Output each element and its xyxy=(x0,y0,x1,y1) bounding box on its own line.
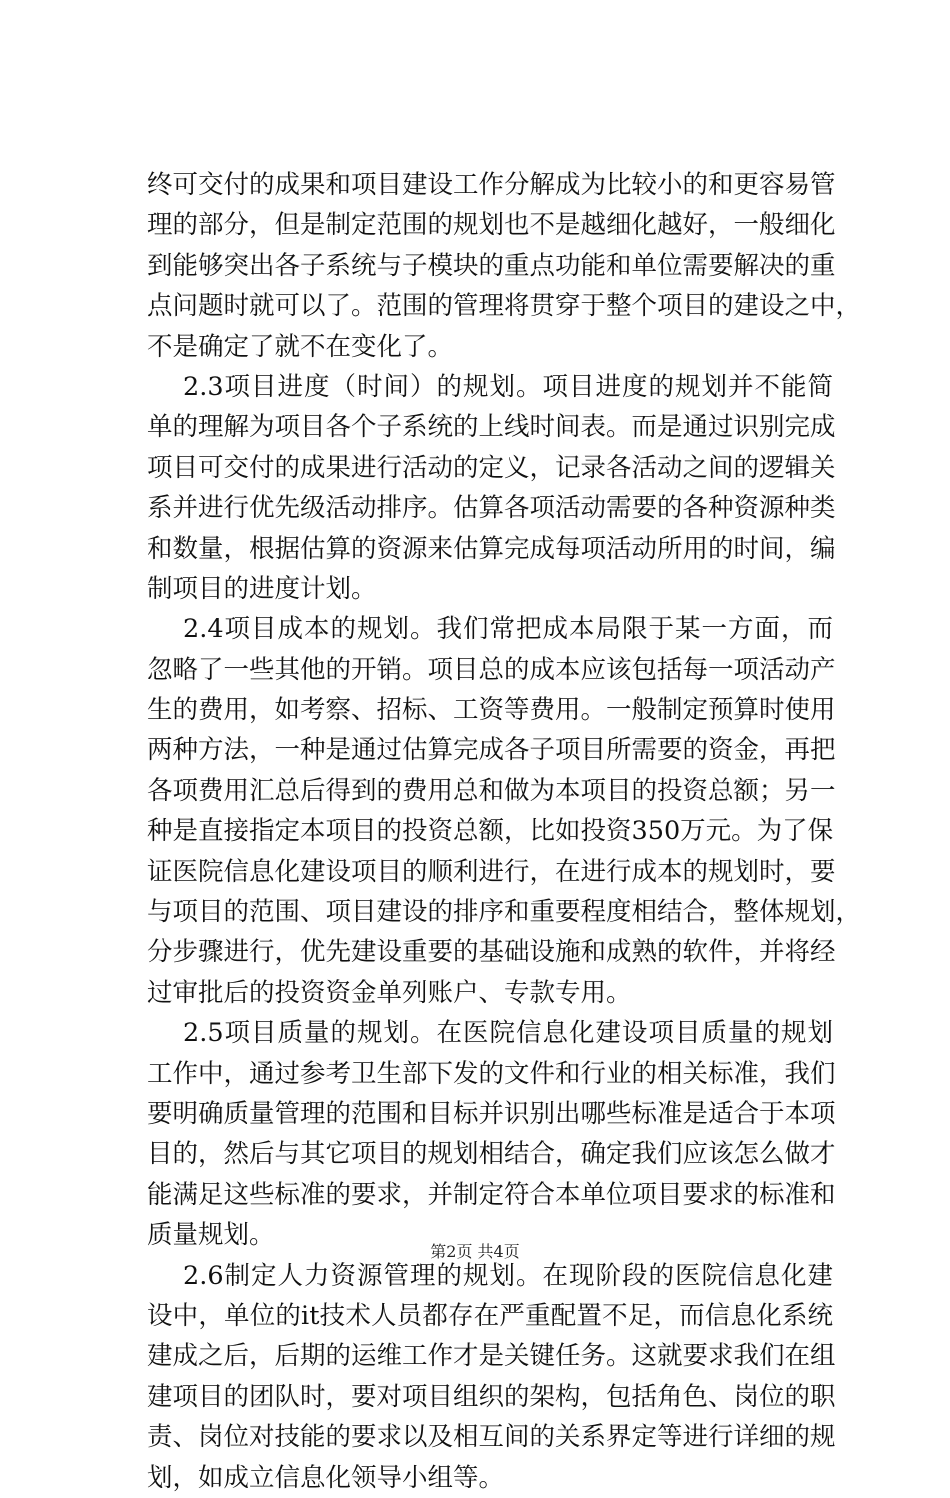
text-line: 质量规划。 xyxy=(147,1220,275,1251)
text-line: 责、岗位对技能的要求以及相互间的关系界定等进行详细的规 xyxy=(147,1422,836,1453)
text-line: 2.3项目进度（时间）的规划。项目进度的规划并不能简 xyxy=(183,371,833,402)
text-line: 理的部分，但是制定范围的规划也不是越细化越好，一般细化 xyxy=(147,210,836,241)
text-line: 证医院信息化建设项目的顺利进行，在进行成本的规划时，要 xyxy=(147,856,836,887)
text-line: 建成之后，后期的运维工作才是关键任务。这就要求我们在组 xyxy=(147,1341,836,1372)
text-line: 分步骤进行，优先建设重要的基础设施和成熟的软件，并将经 xyxy=(147,937,836,968)
text-line: 种是直接指定本项目的投资总额，比如投资350万元。为了保 xyxy=(147,816,834,847)
text-line: 不是确定了就不在变化了。 xyxy=(147,331,454,362)
text-line: 各项费用汇总后得到的费用总和做为本项目的投资总额；另一 xyxy=(147,775,836,806)
text-line: 项目可交付的成果进行活动的定义，记录各活动之间的逻辑关 xyxy=(147,452,836,483)
text-line: 能满足这些标准的要求，并制定符合本单位项目要求的标准和 xyxy=(147,1179,836,1210)
text-line: 2.5项目质量的规划。在医院信息化建设项目质量的规划 xyxy=(183,1018,833,1049)
text-line: 制项目的进度计划。 xyxy=(147,573,377,604)
document-body xyxy=(147,165,862,1498)
text-line: 和数量，根据估算的资源来估算完成每项活动所用的时间，编 xyxy=(147,533,836,564)
text-line: 到能够突出各子系统与子模块的重点功能和单位需要解决的重 xyxy=(147,250,836,281)
text-line: 建项目的团队时，要对项目组织的架构，包括角色、岗位的职 xyxy=(147,1381,836,1412)
text-line: 划，如成立信息化领导小组等。 xyxy=(147,1462,505,1493)
text-line: 2.6制定人力资源管理的规划。在现阶段的医院信息化建 xyxy=(183,1260,833,1291)
text-line: 过审批后的投资资金单列账户、专款专用。 xyxy=(147,977,632,1008)
text-line: 设中，单位的it技术人员都存在严重配置不足，而信息化系统 xyxy=(147,1300,833,1331)
text-line: 要明确质量管理的范围和目标并识别出哪些标准是适合于本项 xyxy=(147,1098,836,1129)
page-footer: 第2页 共4页 xyxy=(430,1242,520,1261)
text-line: 终可交付的成果和项目建设工作分解成为比较小的和更容易管 xyxy=(147,170,836,200)
text-line: 忽略了一些其他的开销。项目总的成本应该包括每一项活动产 xyxy=(147,654,836,685)
text-line: 点问题时就可以了。范围的管理将贯穿于整个项目的建设之中， xyxy=(147,291,862,322)
text-line: 两种方法，一种是通过估算完成各子项目所需要的资金，再把 xyxy=(147,735,836,766)
text-line: 单的理解为项目各个子系统的上线时间表。而是通过识别完成 xyxy=(147,412,836,443)
text-line: 系并进行优先级活动排序。估算各项活动需要的各种资源种类 xyxy=(147,493,836,524)
text-line: 生的费用，如考察、招标、工资等费用。一般制定预算时使用 xyxy=(147,695,836,726)
text-line: 工作中，通过参考卫生部下发的文件和行业的相关标准，我们 xyxy=(147,1058,836,1089)
text-line: 目的，然后与其它项目的规划相结合，确定我们应该怎么做才 xyxy=(147,1139,836,1170)
text-line: 2.4项目成本的规划。我们常把成本局限于某一方面，而 xyxy=(183,614,833,645)
text-line: 与项目的范围、项目建设的排序和重要程度相结合，整体规划， xyxy=(147,897,862,928)
